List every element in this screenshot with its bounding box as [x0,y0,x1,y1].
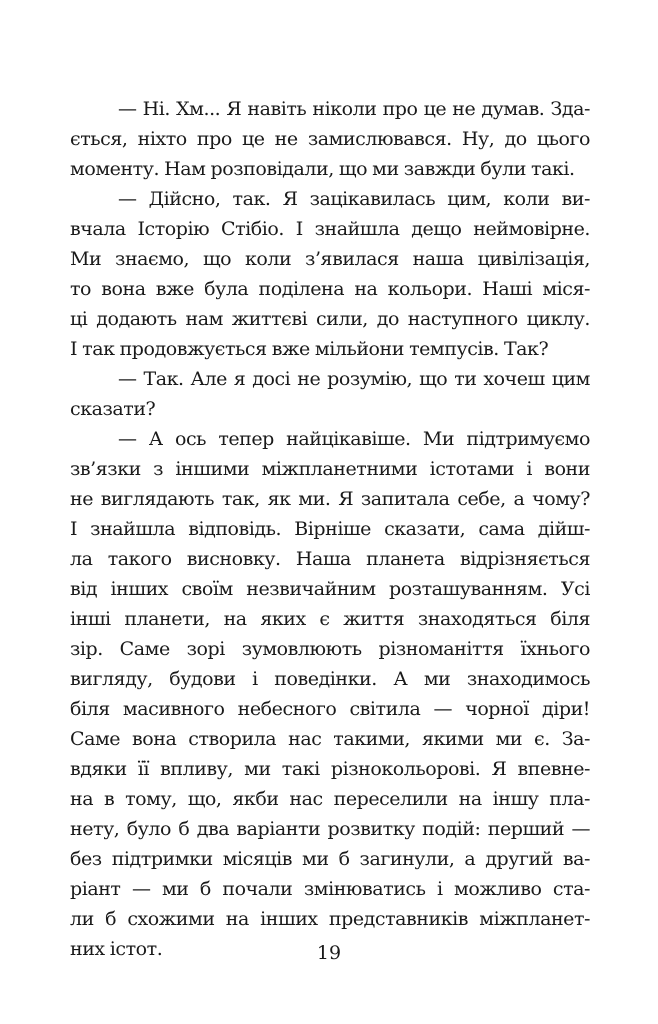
text-line: зір. Саме зорі зумовлюють різноманіття їхнього [70,638,590,660]
text-line: без підтримки місяців ми б загинули, а другий ва- [70,848,590,870]
page-number: 19 [316,942,342,964]
text-line: — Дійсно, так. Я зацікавилась цим, коли ви- [118,188,590,210]
text-line: зв’язки з іншими міжпланетними істотами і вони [70,458,590,480]
text-line: ється, ніхто про це не замислювався. Ну, до цього [70,128,590,150]
text-line: біля масивного небесного світила — чорної діри! [70,698,590,720]
text-line: то вона вже була поділена на кольори. Наші міся- [70,278,590,300]
text-line: нету, було б два варіанти розвитку подій: перший — [70,818,590,840]
text-line: на в тому, що, якби нас переселили на іншу пла- [70,788,590,810]
text-line: вдяки її впливу, ми такі різнокольорові. Я впевне- [70,758,590,780]
text-line: не виглядають так, як ми. Я запитала себе, а чому? [70,488,590,510]
text-line: сказати? [70,398,156,420]
text-line: вчала Історію Стібіо. І знайшла дещо неймовірне. [70,218,590,240]
text-line: ли б схожими на інших представників міжпланет- [70,908,590,930]
text-line: ріант — ми б почали змінюватись і можливо ста- [70,878,590,900]
text-line: моменту. Нам розповідали, що ми завжди були такі. [70,158,575,180]
text-line: — А ось тепер найцікавіше. Ми підтримуємо [118,428,590,450]
text-line: — Ні. Хм... Я навіть ніколи про це не думав. Зда- [118,98,590,120]
text-line: — Так. Але я досі не розумію, що ти хочеш цим [118,368,590,390]
text-line: від інших своїм незвичайним розташуванням. Усі [70,578,590,600]
text-line: ці додають нам життєві сили, до наступного циклу. [70,308,590,330]
text-line: ла такого висновку. Наша планета відрізняється [70,548,590,570]
text-line: Ми знаємо, що коли з’явилася наша цивілізація, [70,248,590,270]
text-line: Саме вона створила нас такими, якими ми є. За- [70,728,590,750]
body-text [70,94,590,964]
text-line: вигляду, будови і поведінки. А ми знаходимось [70,668,590,690]
text-line: інші планети, на яких є життя знаходяться біля [70,608,590,630]
text-line: них істот. [70,938,163,960]
text-line: І знайшла відповідь. Вірніше сказати, сама дійш- [70,518,590,540]
text-line: І так продовжується вже мільйони темпусів. Так? [70,338,549,360]
